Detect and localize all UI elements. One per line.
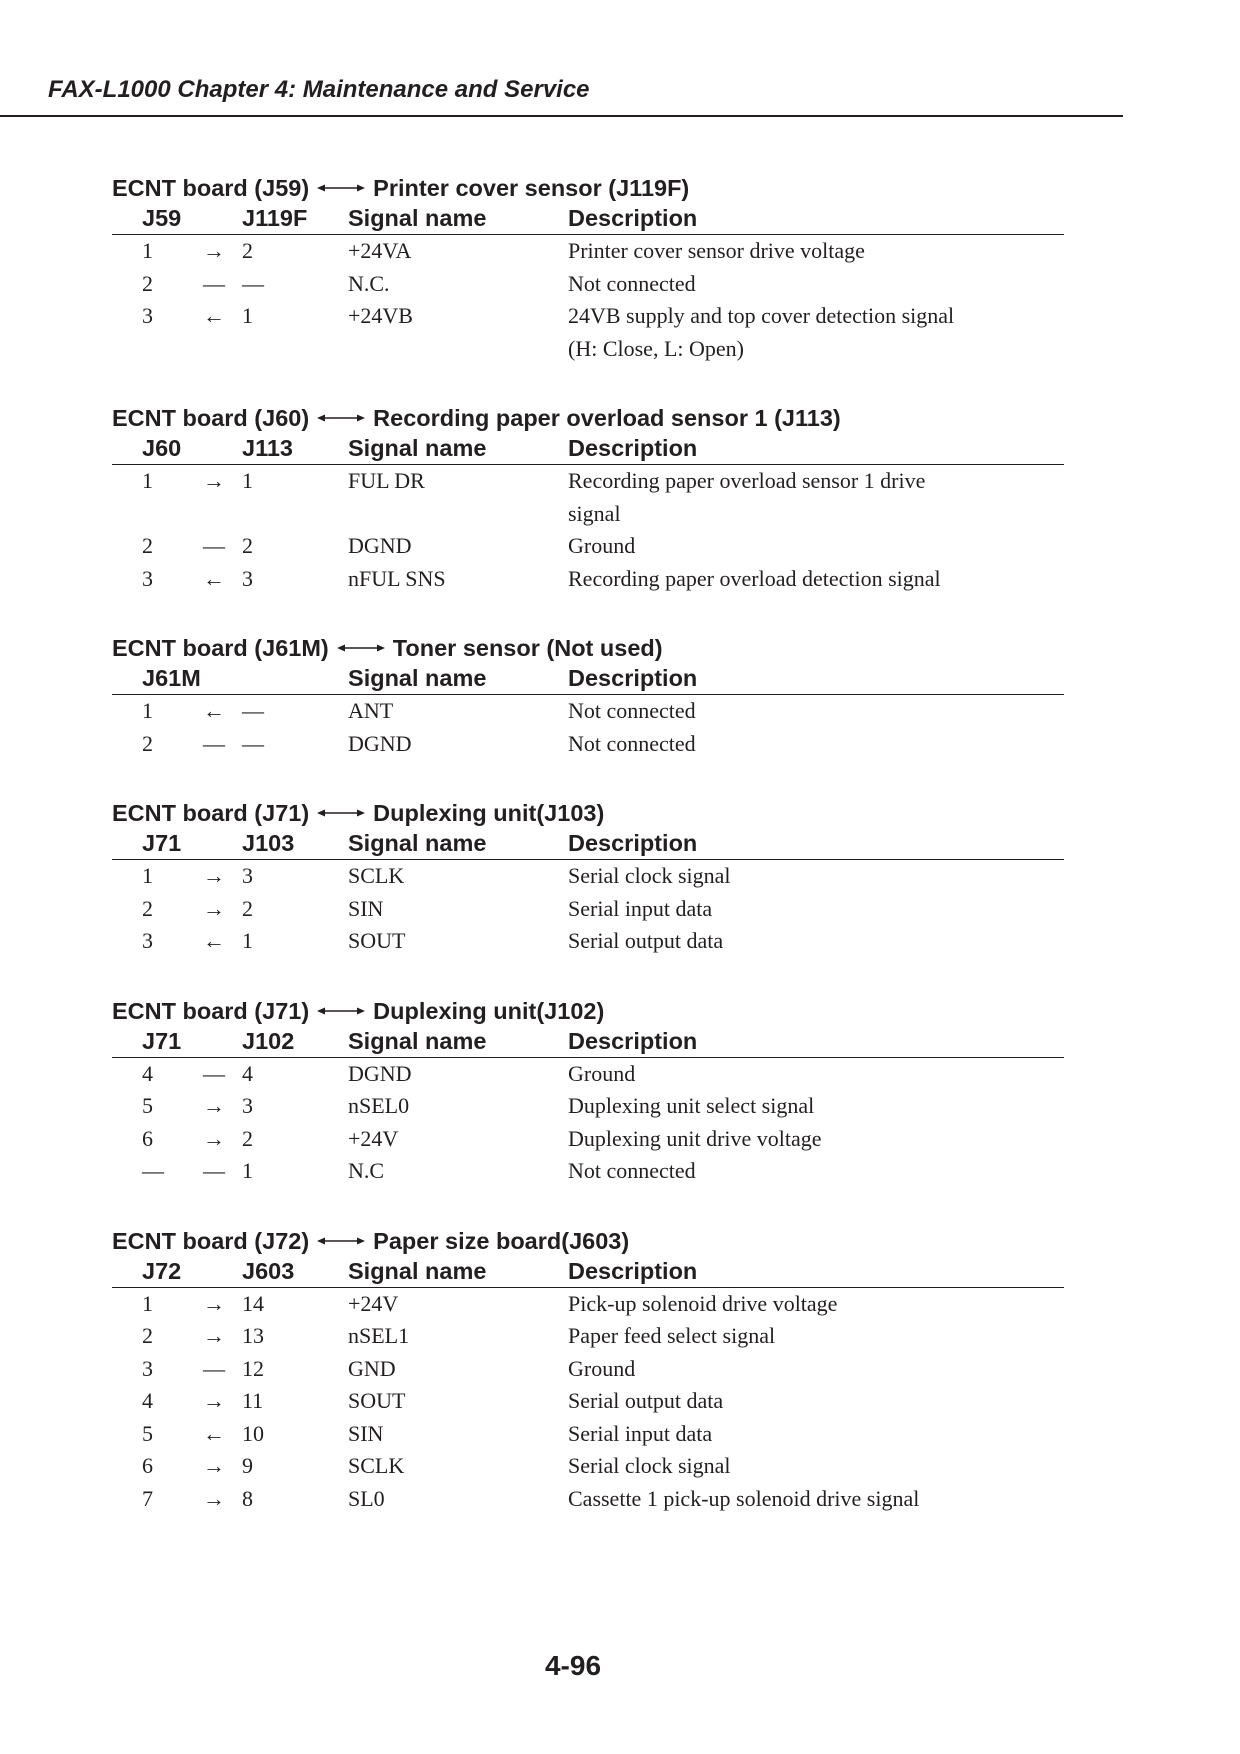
- table-row: [112, 268, 1064, 301]
- row-spacer: [112, 465, 142, 498]
- direction-arrow: [200, 893, 242, 926]
- direction-arrow: [200, 235, 242, 268]
- description: Not connected: [568, 1158, 696, 1183]
- header-signal-name: Signal name: [348, 1256, 568, 1288]
- direction-arrow: [200, 333, 242, 366]
- direction-arrow-icon: —: [203, 270, 225, 296]
- page-header-title: FAX-L1000 Chapter 4: Maintenance and Service: [48, 76, 590, 103]
- pin-source-value: 2: [142, 730, 153, 756]
- row-spacer: [112, 530, 142, 563]
- row-spacer: [112, 1123, 142, 1156]
- direction-arrow: [200, 465, 242, 498]
- table-row: [112, 465, 1064, 498]
- connector-section: [112, 633, 1064, 760]
- pin-source: [142, 1418, 200, 1451]
- direction-arrow-icon: →: [203, 1388, 225, 1413]
- header-pin-target: J603: [242, 1256, 348, 1288]
- description: Serial output data: [568, 928, 724, 953]
- direction-arrow-icon: —: [203, 1060, 225, 1086]
- description: Pick-up solenoid drive voltage: [568, 1290, 838, 1316]
- pin-source: [142, 1483, 200, 1516]
- header-description: Description: [568, 1026, 1064, 1058]
- table-row: [112, 1123, 1064, 1156]
- direction-arrow: [200, 498, 242, 531]
- header-signal-name: Signal name: [348, 1026, 568, 1058]
- pin-source: [142, 235, 200, 268]
- connector-section: [112, 403, 1064, 595]
- pin-source-value: 1: [142, 1290, 153, 1316]
- header-spacer: [112, 433, 142, 465]
- signal-name: SIN: [348, 895, 384, 921]
- bidirectional-arrow-icon: [337, 642, 385, 654]
- pin-table: [112, 433, 1064, 595]
- direction-arrow: [200, 1353, 242, 1386]
- header-signal-name: Signal name: [348, 433, 568, 465]
- pin-source-value: 6: [142, 1125, 153, 1151]
- direction-arrow-icon: —: [203, 1158, 225, 1183]
- pin-source: [142, 1057, 200, 1090]
- row-spacer: [112, 1353, 142, 1386]
- bidirectional-arrow-icon: [317, 412, 365, 424]
- direction-arrow-icon: ←: [203, 698, 225, 723]
- section-title: [112, 996, 1064, 1026]
- pin-target: 2: [242, 238, 253, 263]
- direction-arrow: [200, 530, 242, 563]
- table-header-row: [112, 663, 1064, 695]
- signal-name: SL0: [348, 1485, 385, 1511]
- row-spacer: [112, 1090, 142, 1123]
- pin-source: [142, 1320, 200, 1353]
- section-title: [112, 173, 1064, 203]
- table-row: [112, 1057, 1064, 1090]
- connector-section: [112, 173, 1064, 365]
- description: Duplexing unit select signal: [568, 1093, 815, 1118]
- table-row: [112, 1090, 1064, 1123]
- table-row: [112, 728, 1064, 761]
- signal-name: N.C: [348, 1158, 385, 1183]
- row-spacer: [112, 1057, 142, 1090]
- direction-arrow: [200, 1057, 242, 1090]
- direction-arrow-icon: ←: [203, 1420, 225, 1446]
- description: Serial input data: [568, 1420, 713, 1446]
- pin-source-value: 2: [142, 270, 153, 296]
- row-spacer: [112, 498, 142, 531]
- pin-source: [142, 530, 200, 563]
- table-row: [112, 893, 1064, 926]
- table-row: [112, 860, 1064, 893]
- header-description: Description: [568, 663, 1064, 695]
- bidirectional-arrow-icon: [317, 1005, 365, 1017]
- signal-name: [348, 333, 568, 366]
- pin-source-value: 7: [142, 1485, 153, 1511]
- direction-arrow: [200, 1385, 242, 1418]
- pin-source: [142, 925, 200, 958]
- header-pin-target: J113: [242, 433, 348, 465]
- pin-target: —: [242, 730, 265, 756]
- pin-target: 3: [242, 863, 253, 888]
- header-pin-target: [242, 663, 348, 695]
- header-pin-source: J71: [142, 1026, 242, 1058]
- section-title: [112, 633, 1064, 663]
- direction-arrow-icon: →: [203, 1093, 225, 1118]
- row-spacer: [112, 235, 142, 268]
- pin-target: 3: [242, 565, 253, 591]
- pin-source-value: 3: [142, 303, 153, 328]
- signal-name: SOUT: [348, 1388, 406, 1413]
- direction-arrow-icon: ←: [203, 303, 225, 328]
- description: Duplexing unit drive voltage: [568, 1125, 822, 1151]
- pin-table: [112, 1026, 1064, 1188]
- header-pin-source: J59: [142, 203, 242, 235]
- header-pin-target: J102: [242, 1026, 348, 1058]
- direction-arrow-icon: —: [203, 730, 225, 756]
- header-rule: [0, 115, 1123, 117]
- header-spacer: [112, 1026, 142, 1058]
- pin-target: —: [242, 698, 265, 723]
- pin-target: 10: [242, 1420, 264, 1446]
- description: Ground: [568, 1060, 636, 1086]
- pin-source-value: 1: [142, 698, 153, 723]
- pin-source: [142, 1123, 200, 1156]
- pin-source-value: 1: [142, 238, 153, 263]
- table-header-row: [112, 1256, 1064, 1288]
- section-title-source: ECNT board (J71): [112, 997, 310, 1024]
- row-spacer: [112, 1320, 142, 1353]
- description: Printer cover sensor drive voltage: [568, 238, 865, 263]
- row-spacer: [112, 925, 142, 958]
- section-title-source: ECNT board (J72): [112, 1227, 310, 1254]
- description: (H: Close, L: Open): [568, 335, 744, 361]
- section-title-target: Paper size board(J603): [373, 1227, 630, 1254]
- signal-name: SCLK: [348, 1453, 405, 1478]
- row-spacer: [112, 1450, 142, 1483]
- row-spacer: [112, 300, 142, 333]
- description: Not connected: [568, 270, 696, 296]
- row-spacer: [112, 1385, 142, 1418]
- row-spacer: [112, 893, 142, 926]
- pin-target: 1: [242, 468, 253, 493]
- pin-source: [142, 1155, 200, 1188]
- signal-name: SOUT: [348, 928, 406, 953]
- table-header-row: [112, 203, 1064, 235]
- direction-arrow: [200, 1418, 242, 1451]
- section-title: [112, 403, 1064, 433]
- header-pin-target: J119F: [242, 203, 348, 235]
- pin-source: [142, 860, 200, 893]
- signal-name: DGND: [348, 533, 412, 558]
- section-title-source: ECNT board (J60): [112, 405, 310, 431]
- header-spacer: [112, 828, 142, 860]
- direction-arrow: [200, 728, 242, 761]
- pin-table: [112, 1256, 1064, 1516]
- signal-name: +24VA: [348, 238, 412, 263]
- description: Not connected: [568, 698, 696, 723]
- pin-source: [142, 1287, 200, 1320]
- header-spacer: [112, 203, 142, 235]
- direction-arrow: [200, 925, 242, 958]
- section-title-target: Toner sensor (Not used): [392, 635, 663, 661]
- table-row: [112, 1320, 1064, 1353]
- direction-arrow: [200, 1155, 242, 1188]
- direction-arrow-icon: —: [203, 1355, 225, 1381]
- description: Not connected: [568, 730, 696, 756]
- pin-target: 14: [242, 1290, 264, 1316]
- table-row: [112, 1483, 1064, 1516]
- table-header-row: [112, 828, 1064, 860]
- pin-source: [142, 300, 200, 333]
- signal-name: +24V: [348, 1290, 399, 1316]
- pin-target: 1: [242, 928, 253, 953]
- pin-target: 9: [242, 1453, 253, 1478]
- pin-source: [142, 563, 200, 596]
- section-title-source: ECNT board (J71): [112, 800, 310, 826]
- direction-arrow-icon: →: [203, 863, 225, 888]
- pin-source-value: 2: [142, 533, 153, 558]
- direction-arrow: [200, 1287, 242, 1320]
- row-spacer: [112, 563, 142, 596]
- direction-arrow-icon: →: [203, 238, 225, 263]
- pin-source-value: 4: [142, 1060, 153, 1086]
- description: Serial clock signal: [568, 1453, 731, 1478]
- table-row: [112, 333, 1064, 366]
- row-spacer: [112, 860, 142, 893]
- row-spacer: [112, 1483, 142, 1516]
- direction-arrow: [200, 300, 242, 333]
- bidirectional-arrow-icon: [317, 807, 365, 819]
- table-row: [112, 1385, 1064, 1418]
- section-title: [112, 1226, 1064, 1256]
- description: Cassette 1 pick-up solenoid drive signal: [568, 1485, 920, 1511]
- pin-source: [142, 695, 200, 728]
- section-title-target: Duplexing unit(J102): [373, 997, 605, 1024]
- row-spacer: [112, 1155, 142, 1188]
- pin-source: [142, 1385, 200, 1418]
- pin-source: [142, 893, 200, 926]
- row-spacer: [112, 1418, 142, 1451]
- pin-source: [142, 333, 200, 366]
- pin-table: [112, 828, 1064, 958]
- pin-source: [142, 268, 200, 301]
- pin-source: [142, 728, 200, 761]
- connector-section: [112, 996, 1064, 1188]
- description: Serial input data: [568, 895, 713, 921]
- table-row: [112, 563, 1064, 596]
- header-signal-name: Signal name: [348, 828, 568, 860]
- signal-name: nSEL1: [348, 1323, 410, 1348]
- row-spacer: [112, 1287, 142, 1320]
- table-row: [112, 1418, 1064, 1451]
- connector-section: [112, 1226, 1064, 1516]
- direction-arrow: [200, 563, 242, 596]
- connector-section: [112, 798, 1064, 958]
- table-header-row: [112, 1026, 1064, 1058]
- row-spacer: [112, 268, 142, 301]
- table-row: [112, 498, 1064, 531]
- table-row: [112, 1155, 1064, 1188]
- direction-arrow-icon: →: [203, 1485, 225, 1511]
- table-row: [112, 300, 1064, 333]
- table-row: [112, 1450, 1064, 1483]
- signal-name: SCLK: [348, 863, 405, 888]
- direction-arrow-icon: —: [203, 533, 225, 558]
- connector-tables: [112, 173, 1064, 1553]
- pin-source: [142, 1450, 200, 1483]
- pin-source: [142, 1090, 200, 1123]
- section-title-target: Duplexing unit(J103): [373, 800, 605, 826]
- header-description: Description: [568, 828, 1064, 860]
- signal-name: FUL DR: [348, 468, 425, 493]
- pin-source-value: 5: [142, 1093, 153, 1118]
- signal-name: GND: [348, 1355, 396, 1381]
- description: Recording paper overload detection signal: [568, 565, 941, 591]
- direction-arrow: [200, 268, 242, 301]
- description: Ground: [568, 533, 636, 558]
- direction-arrow: [200, 695, 242, 728]
- section-title-source: ECNT board (J61M): [112, 635, 329, 661]
- signal-name: SIN: [348, 1420, 384, 1446]
- signal-name: DGND: [348, 730, 412, 756]
- description: 24VB supply and top cover detection signal: [568, 303, 955, 328]
- direction-arrow: [200, 1090, 242, 1123]
- direction-arrow: [200, 1450, 242, 1483]
- signal-name: N.C.: [348, 270, 390, 296]
- header-pin-source: J60: [142, 433, 242, 465]
- pin-source-value: 5: [142, 1420, 153, 1446]
- pin-source-value: 3: [142, 1355, 153, 1381]
- row-spacer: [112, 333, 142, 366]
- row-spacer: [112, 695, 142, 728]
- pin-target: 3: [242, 1093, 253, 1118]
- pin-source-value: 1: [142, 863, 153, 888]
- pin-target: [242, 333, 348, 366]
- direction-arrow-icon: →: [203, 1453, 225, 1478]
- pin-source-value: 4: [142, 1388, 153, 1413]
- direction-arrow-icon: ←: [203, 565, 225, 591]
- table-header-row: [112, 433, 1064, 465]
- signal-name: [348, 498, 568, 531]
- description: Serial clock signal: [568, 863, 731, 888]
- signal-name: DGND: [348, 1060, 412, 1086]
- header-pin-source: J61M: [142, 663, 242, 695]
- signal-name: +24V: [348, 1125, 399, 1151]
- table-row: [112, 530, 1064, 563]
- pin-target: 4: [242, 1060, 253, 1086]
- pin-source-value: 2: [142, 895, 153, 921]
- direction-arrow-icon: →: [203, 1125, 225, 1151]
- header-spacer: [112, 663, 142, 695]
- pin-source-value: 3: [142, 565, 153, 591]
- section-title: [112, 798, 1064, 828]
- pin-source: [142, 498, 200, 531]
- pin-target: 11: [242, 1388, 264, 1413]
- pin-target: 8: [242, 1485, 253, 1511]
- description: Ground: [568, 1355, 636, 1381]
- section-title-target: Recording paper overload sensor 1 (J113): [373, 405, 841, 431]
- signal-name: +24VB: [348, 303, 413, 328]
- pin-target: 13: [242, 1323, 264, 1348]
- table-row: [112, 1353, 1064, 1386]
- pin-target: 2: [242, 895, 253, 921]
- pin-source: [142, 465, 200, 498]
- pin-source: [142, 1353, 200, 1386]
- direction-arrow: [200, 860, 242, 893]
- pin-target: 12: [242, 1355, 264, 1381]
- header-description: Description: [568, 203, 1064, 235]
- direction-arrow: [200, 1320, 242, 1353]
- direction-arrow-icon: ←: [203, 928, 225, 953]
- header-description: Description: [568, 1256, 1064, 1288]
- bidirectional-arrow-icon: [317, 1235, 365, 1247]
- pin-target: 2: [242, 1125, 253, 1151]
- row-spacer: [112, 728, 142, 761]
- direction-arrow-icon: →: [203, 468, 225, 493]
- pin-table: [112, 663, 1064, 760]
- pin-target: 1: [242, 1158, 253, 1183]
- pin-source-value: 1: [142, 468, 153, 493]
- direction-arrow-icon: →: [203, 1290, 225, 1316]
- description: signal: [568, 500, 621, 526]
- table-row: [112, 235, 1064, 268]
- signal-name: nFUL SNS: [348, 565, 446, 591]
- header-signal-name: Signal name: [348, 663, 568, 695]
- section-title-target: Printer cover sensor (J119F): [373, 175, 690, 201]
- pin-source-value: —: [142, 1158, 164, 1183]
- pin-target: —: [242, 270, 264, 296]
- direction-arrow-icon: →: [203, 895, 225, 921]
- pin-source-value: 3: [142, 928, 153, 953]
- header-description: Description: [568, 433, 1064, 465]
- pin-source-value: 2: [142, 1323, 153, 1348]
- description: Paper feed select signal: [568, 1323, 776, 1348]
- pin-target: 1: [242, 303, 253, 328]
- header-pin-source: J71: [142, 828, 242, 860]
- table-row: [112, 925, 1064, 958]
- direction-arrow: [200, 1483, 242, 1516]
- pin-target: 2: [242, 533, 253, 558]
- header-pin-source: J72: [142, 1256, 242, 1288]
- table-row: [112, 1287, 1064, 1320]
- page-number: 4-96: [544, 1650, 602, 1681]
- signal-name: nSEL0: [348, 1093, 410, 1118]
- description: Serial output data: [568, 1388, 724, 1413]
- pin-target: [242, 498, 348, 531]
- table-row: [112, 695, 1064, 728]
- direction-arrow: [200, 1123, 242, 1156]
- section-title-source: ECNT board (J59): [112, 175, 310, 201]
- header-signal-name: Signal name: [348, 203, 568, 235]
- description: Recording paper overload sensor 1 drive: [568, 468, 926, 493]
- direction-arrow-icon: →: [203, 1323, 225, 1348]
- signal-name: ANT: [348, 698, 394, 723]
- header-pin-target: J103: [242, 828, 348, 860]
- bidirectional-arrow-icon: [317, 182, 365, 194]
- pin-source-value: 6: [142, 1453, 153, 1478]
- header-spacer: [112, 1256, 142, 1288]
- pin-table: [112, 203, 1064, 365]
